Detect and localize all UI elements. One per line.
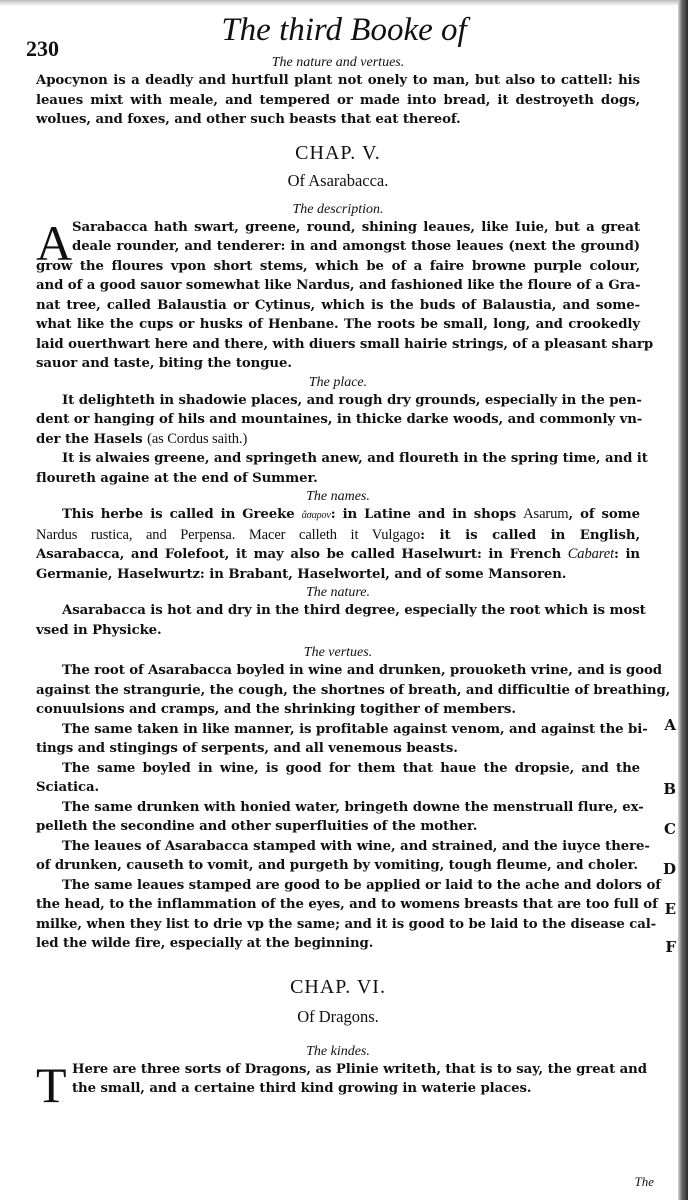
text-line bbox=[36, 545, 640, 565]
text-line: grow the floures vpon short stems, which be of a faire browne purple colour, bbox=[36, 258, 640, 274]
text-line: laid ouerthwart here and there, with diuers small hairie strings, of a pleasant sharp bbox=[36, 336, 654, 352]
chapter-title: Of Asarabacca. bbox=[287, 170, 389, 190]
page-number: 230 bbox=[26, 36, 59, 61]
kindes-paragraph bbox=[36, 1056, 647, 1113]
text-line: leaues mixt with meale, and tempered or made into bread, it destroyeth dogs, bbox=[36, 92, 640, 108]
text-line: It delighteth in shadowie places, and rough dry grounds, especially in the pen- bbox=[62, 392, 642, 408]
text-line: dent or hanging of hils and mountaines, in thicke darke woods, and commonly vn- bbox=[36, 412, 643, 427]
chapter-5 bbox=[36, 141, 671, 954]
text-line: of drunken, causeth to vomit, and purgeth by vomiting, tough fleume, and choler. bbox=[36, 858, 638, 873]
subheading-vertues: The vertues. bbox=[303, 645, 373, 660]
drop-cap: T bbox=[36, 1056, 67, 1113]
chapter-6 bbox=[36, 975, 647, 1113]
text-line: The same drunken with honied water, bringeth downe the menstruall flure, ex- bbox=[62, 799, 644, 815]
roman-text: Asarum bbox=[523, 506, 569, 522]
text-line: the small, and a certaine third kind growing in waterie places. bbox=[72, 1081, 532, 1096]
book-gutter-shadow bbox=[678, 0, 688, 1200]
text-run: der the Hasels bbox=[36, 431, 148, 447]
running-head: The third Booke of bbox=[221, 12, 467, 48]
text-line: tings and stingings of serpents, and all venemous beasts. bbox=[36, 741, 458, 756]
margin-letters bbox=[646, 0, 676, 1200]
text-run: Asarabacca, and Folefoot, it may also be called Haselwurt: in French bbox=[36, 547, 568, 562]
text-line: wolues, and foxes, and other such beasts that eat thereof. bbox=[36, 112, 461, 127]
text-line: Germanie, Haselwurtz: in Brabant, Haselwortel, and of some Mansoren. bbox=[36, 566, 567, 582]
roman-text: Cabaret bbox=[567, 546, 615, 562]
subheading-nature-vertues: The nature and vertues. bbox=[271, 55, 405, 70]
text-line: floureth againe at the end of Summer. bbox=[36, 470, 318, 486]
text-line bbox=[36, 526, 640, 546]
subheading-names: The names. bbox=[306, 489, 370, 504]
margin-letter: A bbox=[664, 716, 676, 734]
text-line: vsed in Physicke. bbox=[36, 622, 162, 638]
text-run: : in bbox=[614, 547, 640, 562]
text-line: the head, to the inflammation of the eyes, and to womens breasts that are too full of bbox=[36, 897, 658, 912]
margin-letter: D bbox=[662, 860, 676, 878]
previous-section-end bbox=[36, 54, 640, 130]
text-line: against the strangurie, the cough, the shortnes of breath, and difficultie of breathing, bbox=[36, 682, 671, 698]
subheading-nature: The nature. bbox=[305, 585, 371, 600]
margin-letter: F bbox=[665, 938, 676, 956]
text-line: Sciatica. bbox=[36, 780, 100, 795]
text-line: pelleth the secondine and other superfluities of the mother. bbox=[36, 819, 478, 834]
greek-word: ἄσαρον bbox=[301, 510, 331, 521]
margin-letter: E bbox=[664, 900, 676, 918]
text-line: The same boyled in wine, is good for them that haue the dropsie, and the bbox=[62, 760, 640, 776]
text-line: Sarabacca hath swart, greene, round, shining leaues, like Iuie, but a great bbox=[72, 219, 640, 235]
text-line: milke, when they list to drie vp the same; and it is good to be laid to the disease cal- bbox=[36, 916, 657, 932]
page-top-shadow bbox=[0, 0, 688, 6]
text-line: The same taken in like manner, is profitable against venom, and against the bi- bbox=[62, 721, 648, 737]
text-line: Here are three sorts of Dragons, as Plinie writeth, that is to say, the great and bbox=[72, 1061, 647, 1077]
text-line: nat tree, called Balaustia or Cytinus, which is the buds of Balaustia, and some- bbox=[36, 297, 640, 313]
text-line: Asarabacca is hot and dry in the third degree, especially the root which is most bbox=[62, 603, 646, 618]
chapter-heading: CHAP. V. bbox=[295, 141, 381, 164]
text-run: , of some bbox=[568, 507, 641, 522]
text-line: led the wilde fire, especially at the beginning. bbox=[36, 936, 374, 951]
roman-text: Nardus rustica, and Perpensa. Macer calleth it Vulgago bbox=[36, 526, 421, 543]
text-line: conuulsions and cramps, and the shrinking togither of members. bbox=[36, 702, 516, 717]
margin-letter: C bbox=[664, 820, 676, 838]
text-line: what like the cups or husks of Henbane. The roots be small, long, and crookedly bbox=[36, 317, 640, 332]
subheading-kindes: The kindes. bbox=[306, 1043, 370, 1059]
subheading-description: The description. bbox=[292, 201, 384, 217]
margin-letter: B bbox=[663, 780, 676, 798]
text-line: The same leaues stamped are good to be applied or laid to the ache and dolors of bbox=[62, 877, 661, 893]
drop-cap: A bbox=[36, 214, 73, 271]
chapter-heading: CHAP. VI. bbox=[290, 975, 386, 998]
text-line: Apocynon is a deadly and hurtfull plant not onely to man, but also to cattell: his bbox=[36, 73, 640, 88]
text-line: It is alwaies greene, and springeth anew, and floureth in the spring time, and it bbox=[62, 451, 648, 466]
text-line: The leaues of Asarabacca stamped with wine, and strained, and the iuyce there- bbox=[62, 838, 650, 854]
text-line bbox=[36, 430, 640, 450]
page-body bbox=[36, 54, 671, 1113]
chapter-title: Of Dragons. bbox=[297, 1006, 379, 1026]
text-line: The root of Asarabacca boyled in wine and drunken, prouoketh vrine, and is good bbox=[62, 663, 662, 678]
subheading-place: The place. bbox=[308, 374, 368, 390]
text-line bbox=[36, 505, 640, 526]
text-run: : in Latine and in shops bbox=[330, 507, 524, 522]
text-line: sauor and taste, biting the tongue. bbox=[36, 356, 292, 371]
roman-text: (as Cordus saith.) bbox=[147, 430, 248, 447]
catchword: The bbox=[634, 1174, 654, 1189]
text-line: deale rounder, and tenderer: in and amongst those leaues (next the ground) bbox=[72, 239, 640, 254]
text-line: and of a good sauor somewhat like Nardus, and fashioned like the floure of a Gra- bbox=[36, 278, 641, 293]
text-run: : it is called in English, bbox=[420, 527, 640, 543]
text-run: This herbe is called in Greeke bbox=[62, 507, 302, 522]
